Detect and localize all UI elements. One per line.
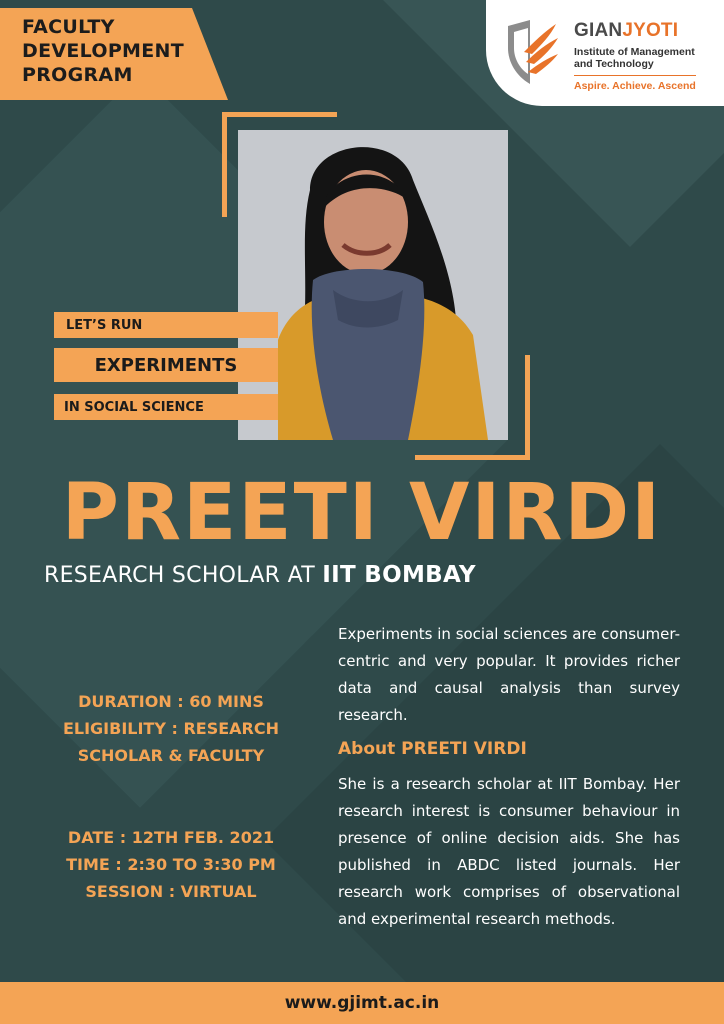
speaker-role: RESEARCH SCHOLAR AT IIT BOMBAY [44, 562, 476, 588]
logo-divider [574, 75, 696, 76]
speaker-portrait-icon [238, 130, 508, 440]
logo-tagline: Aspire. Achieve. Ascend [574, 80, 696, 92]
topic-headline: EXPERIMENTS [54, 348, 278, 382]
schedule-details [40, 824, 302, 905]
website-link[interactable]: www.gjimt.ac.in [284, 993, 440, 1013]
institute-logo [486, 0, 724, 106]
program-banner-text [22, 15, 222, 87]
speaker-name: PREETI VIRDI [61, 468, 663, 558]
detail-duration: DURATION : 60 MINS [78, 692, 264, 711]
about-heading: About PREETI VIRDI [338, 739, 527, 759]
session-description: Experiments in social sciences are consumer-centric and very popular. It provides richer data and causal analysis than survey research. [338, 625, 680, 724]
logo-name: GIANJYOTI [574, 20, 679, 41]
program-banner-line: DEVELOPMENT [22, 40, 184, 62]
logo-subtitle: Institute of Management and Technology [574, 46, 695, 70]
detail-eligibility-cont: SCHOLAR & FACULTY [77, 746, 265, 765]
program-banner-line: PROGRAM [22, 64, 133, 86]
detail-eligibility: ELIGIBILITY : RESEARCH [62, 719, 280, 738]
program-details [40, 688, 302, 769]
detail-session: SESSION : VIRTUAL [85, 882, 257, 901]
program-banner-line: FACULTY [22, 16, 115, 38]
detail-date: DATE : 12TH FEB. 2021 [67, 828, 275, 847]
footer-bar [0, 982, 724, 1024]
detail-time: TIME : 2:30 TO 3:30 PM [66, 855, 276, 874]
shield-wings-icon [504, 18, 558, 88]
speaker-photo [238, 130, 508, 440]
topic-line: LET’S RUN [54, 312, 278, 338]
speaker-bio: She is a research scholar at IIT Bombay. Her research interest is consumer behaviour in presence of online decision aids. She has published in ABDC listed journals. Her research work comprises of observational and experimental research methods. [338, 775, 680, 928]
topic-line: IN SOCIAL SCIENCE [54, 394, 278, 420]
